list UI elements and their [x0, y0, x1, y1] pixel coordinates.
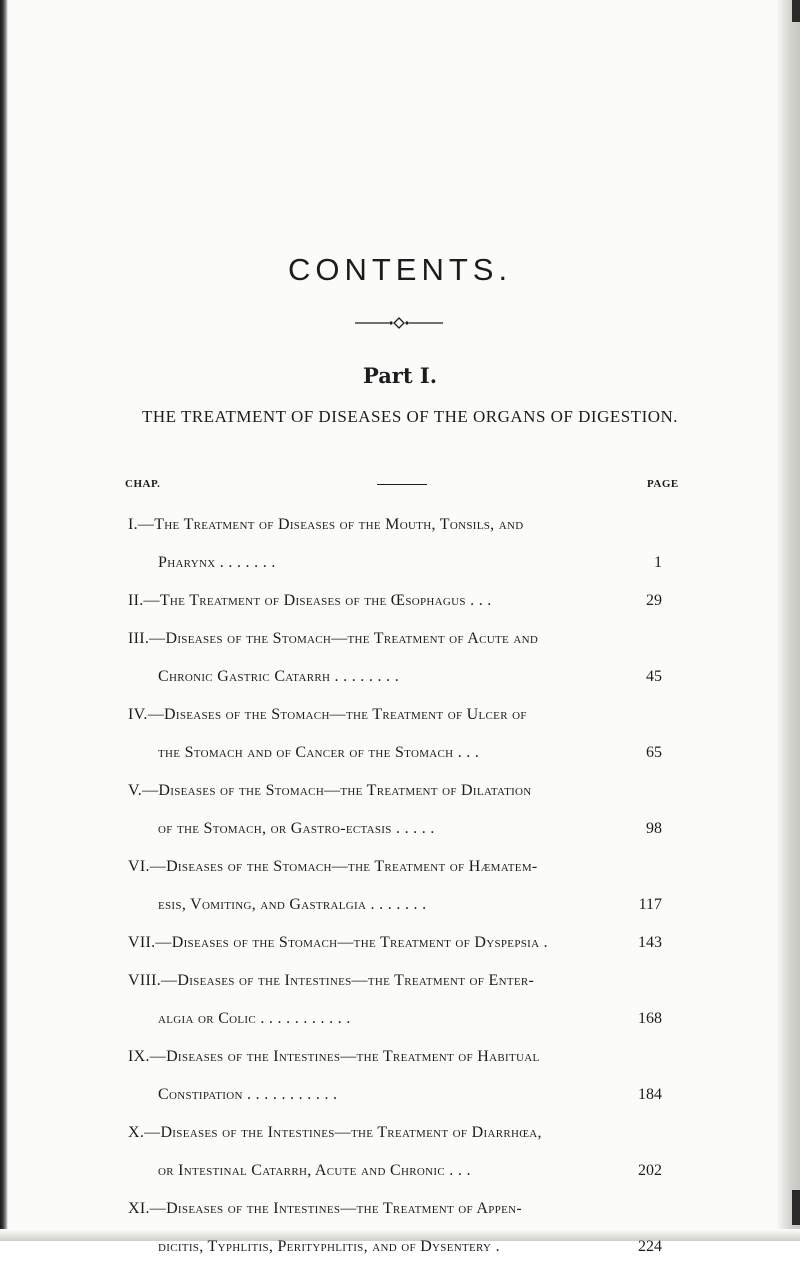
- entry-3-line-2: Chronic Gastric Catarrh . . . . . . . .: [158, 668, 400, 685]
- entry-9-line-1: IX.—Diseases of the Intestines—the Treatment of Habitual: [128, 1048, 540, 1065]
- entry-7-line-1: VII.—Diseases of the Stomach—the Treatment of Dyspepsia .: [128, 934, 548, 951]
- entry-10-line-1: X.—Diseases of the Intestines—the Treatment of Diarrhœa,: [128, 1124, 542, 1141]
- entry-6-line-1: VI.—Diseases of the Stomach—the Treatment of Hæmatem-: [128, 858, 538, 875]
- entry-8-line-1: VIII.—Diseases of the Intestines—the Treatment of Enter-: [128, 972, 535, 989]
- page-left-edge: [0, 0, 8, 1241]
- entry-8-line-2: algia or Colic . . . . . . . . . . .: [158, 1010, 351, 1027]
- page-right-edge: [776, 0, 800, 1241]
- entry-8-page: 168: [638, 1010, 662, 1027]
- part-subtitle: THE TREATMENT OF DISEASES OF THE ORGANS OF DIGESTION.: [141, 407, 679, 426]
- entry-9-line-2: Constipation . . . . . . . . . . .: [158, 1086, 338, 1103]
- page-corner-mark-top: [792, 0, 800, 22]
- entry-7-page: 143: [638, 934, 662, 951]
- entry-1-line-2: Pharynx . . . . . . .: [158, 554, 276, 571]
- entry-5-line-1: V.—Diseases of the Stomach—the Treatment of Dilatation: [128, 782, 532, 799]
- entry-3-line-1: III.—Diseases of the Stomach—the Treatment of Acute and: [128, 630, 539, 647]
- entry-11-page: 224: [638, 1238, 662, 1255]
- page-corner-mark-bottom: [792, 1190, 800, 1225]
- entry-4-line-1: IV.—Diseases of the Stomach—the Treatment of Ulcer of: [128, 706, 527, 723]
- column-header-rule: [377, 484, 427, 485]
- entry-2-line-1: II.—The Treatment of Diseases of the Œsophagus . . .: [128, 592, 492, 609]
- entry-6-line-2: esis, Vomiting, and Gastralgia . . . . . . .: [158, 896, 427, 913]
- column-header-chap: CHAP.: [125, 478, 161, 490]
- entry-1-line-1: I.—The Treatment of Diseases of the Mouth, Tonsils, and: [128, 516, 524, 533]
- page-title: CONTENTS.: [287, 252, 513, 287]
- entry-9-page: 184: [638, 1086, 662, 1103]
- entry-10-line-2: or Intestinal Catarrh, Acute and Chronic . . .: [158, 1162, 471, 1179]
- entry-1-page: 1: [654, 554, 662, 571]
- entry-4-line-2: the Stomach and of Cancer of the Stomach . . .: [158, 744, 480, 761]
- part-heading: Part I.: [362, 363, 438, 388]
- entry-5-page: 98: [646, 820, 662, 837]
- entry-11-line-1: XI.—Diseases of the Intestines—the Treatment of Appen-: [128, 1200, 522, 1217]
- entry-6-page: 117: [638, 896, 662, 913]
- entry-5-line-2: of the Stomach, or Gastro-ectasis . . . . .: [158, 820, 435, 837]
- entry-2-page: 29: [646, 592, 662, 609]
- entry-10-page: 202: [638, 1162, 662, 1179]
- column-header-page: PAGE: [647, 478, 679, 490]
- entry-3-page: 45: [646, 668, 662, 685]
- entry-11-line-2: dicitis, Typhlitis, Perityphlitis, and of Dysentery .: [158, 1238, 500, 1255]
- entry-4-page: 65: [646, 744, 662, 761]
- ornament-rule: [355, 316, 443, 330]
